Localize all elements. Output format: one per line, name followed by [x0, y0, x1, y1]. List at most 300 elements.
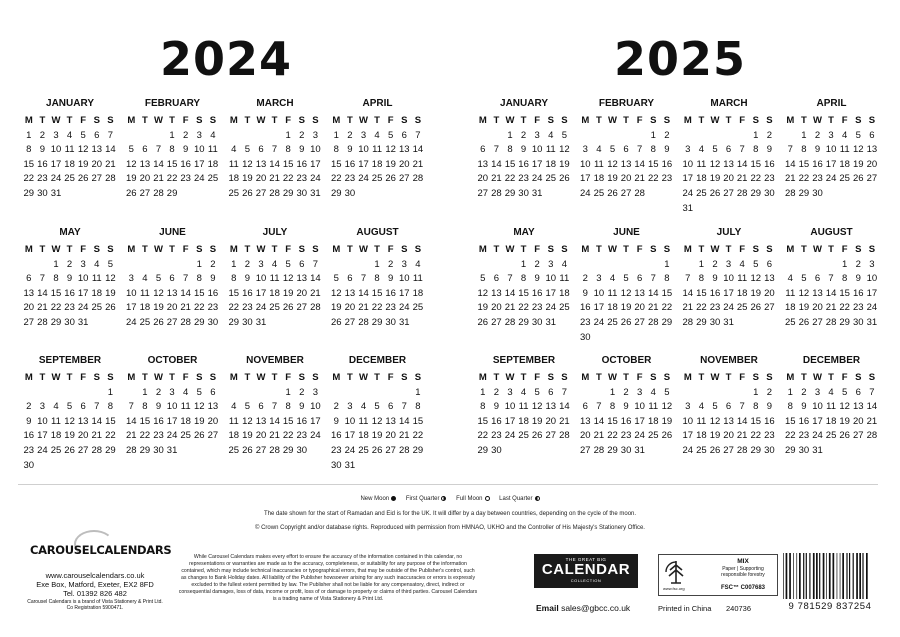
- day-cell: 6: [855, 386, 861, 398]
- empty-cell: [49, 386, 63, 401]
- day-cell: 20: [852, 415, 864, 427]
- weekday-header: M: [24, 115, 33, 126]
- barcode-bar: [849, 553, 850, 599]
- empty-cell: [152, 258, 166, 273]
- day-cell: 21: [91, 430, 103, 442]
- day-cell: 26: [64, 444, 75, 456]
- day-cell: 20: [344, 302, 356, 314]
- weekday-header: M: [683, 244, 692, 255]
- barcode-bar: [853, 553, 854, 599]
- day-cell: 30: [23, 459, 35, 471]
- day-cell: 20: [398, 158, 410, 170]
- day-cell: 21: [736, 430, 748, 442]
- day-cell: 23: [764, 430, 775, 442]
- day-cell: 4: [142, 273, 148, 285]
- day-cell: 2: [299, 129, 305, 141]
- day-cell: 30: [153, 444, 164, 456]
- publisher-address: Exe Box, Matford, Exeter, EX2 8FD: [36, 580, 154, 589]
- weekday-header: F: [534, 372, 541, 383]
- day-cell: 24: [50, 173, 62, 185]
- email-line: [536, 603, 630, 613]
- day-cell: 10: [504, 401, 516, 413]
- month-2025-june: [579, 227, 675, 345]
- weekday-header: F: [387, 372, 394, 383]
- day-cell: 13: [139, 158, 151, 170]
- day-cell: 19: [798, 302, 810, 314]
- day-cell: 24: [504, 430, 516, 442]
- day-cell: 6: [582, 401, 588, 413]
- day-cell: 24: [593, 316, 605, 328]
- day-cell: 10: [812, 401, 823, 413]
- barcode-bar: [786, 553, 788, 599]
- day-cell: 12: [852, 144, 864, 156]
- day-cell: 12: [798, 287, 810, 299]
- day-cell: 12: [709, 158, 721, 170]
- barcode-bar: [783, 553, 784, 599]
- day-cell: 12: [77, 144, 89, 156]
- day-cell: 19: [559, 158, 570, 170]
- day-cell: 21: [593, 430, 605, 442]
- day-cell: 14: [269, 158, 280, 170]
- weekday-header: S: [414, 115, 422, 126]
- day-cell: 6: [725, 144, 732, 156]
- day-cell: 10: [398, 273, 410, 285]
- weekday-header: W: [154, 372, 163, 383]
- day-cell: 9: [766, 144, 772, 156]
- weekday-header: F: [80, 115, 87, 126]
- day-cell: 29: [139, 444, 151, 456]
- day-cell: 11: [785, 287, 796, 299]
- day-cell: 17: [310, 158, 321, 170]
- day-grid: [227, 243, 323, 331]
- weekday-header: S: [752, 372, 759, 383]
- day-cell: 5: [855, 129, 861, 141]
- day-cell: 9: [244, 273, 251, 285]
- day-cell: 6: [388, 401, 394, 413]
- day-cell: 3: [814, 386, 821, 398]
- day-cell: 6: [169, 273, 175, 285]
- day-cell: 4: [183, 386, 189, 398]
- day-cell: 8: [142, 401, 148, 413]
- weekday-header: T: [374, 244, 380, 255]
- weekday-header: S: [209, 244, 217, 255]
- day-cell: 2: [801, 386, 807, 398]
- empty-cell: [343, 386, 357, 401]
- day-cell: 29: [839, 316, 850, 328]
- day-cell: 17: [634, 415, 645, 427]
- day-cell: 29: [785, 444, 796, 456]
- barcode-bar: [862, 553, 863, 599]
- weekday-header: S: [766, 115, 773, 126]
- empty-cell: [490, 258, 504, 273]
- day-cell: 9: [534, 273, 540, 285]
- day-cell: 1: [520, 258, 527, 270]
- weekday-header: T: [828, 372, 834, 383]
- day-cell: 11: [826, 401, 837, 413]
- day-cell: 23: [385, 302, 396, 314]
- day-cell: 8: [285, 401, 291, 413]
- weekday-header: S: [663, 372, 671, 383]
- day-cell: 14: [412, 144, 424, 156]
- day-cell: 13: [491, 287, 502, 299]
- day-cell: 18: [518, 415, 529, 427]
- day-cell: 17: [310, 415, 321, 427]
- day-cell: 12: [242, 415, 253, 427]
- weekday-header: S: [312, 244, 319, 255]
- day-cell: 8: [664, 273, 670, 285]
- day-cell: 14: [269, 415, 280, 427]
- day-cell: 29: [331, 187, 342, 199]
- day-cell: 8: [415, 401, 421, 413]
- weekday-header: W: [154, 115, 163, 126]
- day-cell: 10: [310, 144, 321, 156]
- day-cell: 19: [709, 173, 721, 185]
- day-grid: [681, 371, 777, 459]
- day-cell: 28: [736, 187, 748, 199]
- day-cell: 29: [696, 316, 707, 328]
- empty-cell: [22, 258, 36, 273]
- day-cell: 16: [344, 158, 356, 170]
- day-cell: 25: [647, 430, 659, 442]
- weekday-header: T: [493, 244, 500, 255]
- day-cell: 4: [842, 129, 848, 141]
- day-cell: 18: [228, 430, 240, 442]
- day-cell: 11: [139, 287, 150, 299]
- day-cell: 30: [764, 444, 775, 456]
- weekday-header: T: [623, 244, 629, 255]
- day-cell: 18: [785, 302, 796, 314]
- day-cell: 3: [128, 273, 134, 285]
- day-cell: 23: [531, 302, 543, 314]
- disclaimer-text: While Carousel Calendars makes every effort to ensure the accuracy of the information contained in this calendar, no representations or warranties are made as to the accuracy, completeness, or suitability for any purpose of the information contained, which may include technical inaccuracies or typographical errors, that may be outside of the Publisher's control, such as changes to Bank Holiday dates. All liability of the Publisher howsoever arising for any such inaccuracies or errors is expressly excluded to the fullest extent permitted by law. The Publisher shall not be liable for any compensatory, direct, indirect or consequential damages, loss of data, income or profit, loss of or damage to property or claims of third parties. Carousel Calendars is a trading name of Vista Stationery & Print Ltd.: [178, 554, 478, 602]
- day-cell: 11: [607, 287, 618, 299]
- day-cell: 29: [166, 187, 178, 199]
- empty-cell: [681, 129, 695, 144]
- day-cell: 15: [105, 415, 116, 427]
- weekday-header: F: [285, 244, 292, 255]
- day-cell: 29: [282, 187, 294, 199]
- day-cell: 29: [504, 187, 516, 199]
- month-2025-april: [784, 98, 880, 202]
- month-2024-august: [330, 227, 426, 331]
- day-cell: 20: [545, 415, 557, 427]
- day-cell: 17: [545, 287, 557, 299]
- day-cell: 2: [814, 129, 821, 141]
- day-cell: 25: [371, 173, 383, 185]
- day-cell: 21: [105, 158, 116, 170]
- day-cell: 29: [228, 316, 240, 328]
- day-cell: 7: [596, 401, 602, 413]
- day-cell: 15: [166, 158, 178, 170]
- legend-first-quarter: [406, 496, 447, 502]
- empty-cell: [681, 386, 695, 401]
- weekday-header: T: [595, 372, 602, 383]
- day-cell: 15: [750, 415, 762, 427]
- weekday-header: F: [285, 372, 292, 383]
- weekday-header: T: [169, 244, 175, 255]
- day-cell: 7: [869, 386, 875, 398]
- day-cell: 30: [518, 187, 529, 199]
- day-cell: 28: [105, 173, 116, 185]
- weekday-header: M: [478, 372, 487, 383]
- weekday-header: S: [93, 372, 100, 383]
- day-cell: 7: [107, 129, 113, 141]
- empty-cell: [695, 386, 709, 401]
- day-cell: 15: [282, 158, 294, 170]
- day-cell: 20: [477, 173, 489, 185]
- day-cell: 9: [26, 415, 32, 427]
- day-grid: [227, 114, 323, 202]
- day-cell: 23: [153, 430, 164, 442]
- day-cell: 19: [839, 415, 850, 427]
- month-2025-december: [784, 355, 880, 459]
- day-cell: 1: [231, 258, 237, 270]
- day-cell: 15: [607, 415, 618, 427]
- empty-cell: [241, 386, 255, 401]
- day-grid: [330, 114, 426, 202]
- day-cell: 6: [725, 401, 732, 413]
- day-cell: 9: [299, 401, 305, 413]
- month-2024-march: [227, 98, 323, 202]
- day-cell: 23: [37, 173, 48, 185]
- legend-new-moon-label: New Moon: [360, 496, 390, 503]
- day-cell: 25: [269, 302, 280, 314]
- day-cell: 16: [296, 415, 308, 427]
- day-cell: 3: [828, 129, 834, 141]
- day-cell: 20: [723, 430, 734, 442]
- weekday-header: T: [725, 115, 732, 126]
- day-cell: 19: [331, 302, 342, 314]
- day-cell: 2: [66, 258, 73, 270]
- weekday-header: T: [725, 372, 732, 383]
- day-cell: 30: [580, 331, 591, 343]
- day-grid: [579, 371, 675, 459]
- weekday-header: T: [374, 372, 380, 383]
- day-cell: 1: [801, 129, 807, 141]
- day-cell: 19: [607, 173, 618, 185]
- empty-cell: [708, 129, 722, 144]
- day-cell: 19: [193, 415, 205, 427]
- day-cell: 2: [520, 129, 527, 141]
- day-cell: 19: [750, 287, 762, 299]
- day-cell: 12: [153, 287, 164, 299]
- day-cell: 26: [798, 316, 810, 328]
- day-cell: 26: [531, 430, 543, 442]
- day-cell: 8: [698, 273, 705, 285]
- day-cell: 2: [26, 401, 32, 413]
- day-cell: 20: [255, 430, 267, 442]
- weekday-header: S: [196, 372, 203, 383]
- day-cell: 30: [531, 316, 543, 328]
- month-name: FEBRUARY: [144, 98, 201, 109]
- day-cell: 18: [269, 287, 280, 299]
- day-cell: 16: [385, 287, 396, 299]
- day-cell: 4: [698, 144, 705, 156]
- day-cell: 19: [661, 415, 673, 427]
- fsc-code: FSC™ C007683: [720, 585, 766, 591]
- day-cell: 29: [23, 187, 35, 199]
- day-cell: 25: [180, 430, 191, 442]
- day-cell: 31: [634, 444, 645, 456]
- day-cell: 10: [580, 158, 591, 170]
- day-cell: 3: [869, 258, 875, 270]
- weekday-header: T: [623, 372, 629, 383]
- day-cell: 10: [593, 287, 605, 299]
- weekday-header: F: [80, 372, 87, 383]
- day-cell: 8: [169, 144, 175, 156]
- day-cell: 28: [682, 316, 694, 328]
- day-cell: 26: [852, 173, 864, 185]
- day-cell: 25: [593, 187, 605, 199]
- empty-cell: [397, 386, 411, 401]
- barcode-bar: [837, 553, 838, 599]
- empty-cell: [503, 258, 517, 273]
- day-grid: [476, 114, 572, 202]
- day-cell: 24: [166, 430, 178, 442]
- day-cell: 26: [839, 430, 850, 442]
- day-cell: 11: [372, 144, 383, 156]
- day-cell: 27: [344, 316, 356, 328]
- day-cell: 11: [51, 415, 61, 427]
- day-cell: 30: [296, 187, 308, 199]
- day-cell: 24: [682, 444, 694, 456]
- day-cell: 5: [609, 144, 616, 156]
- day-cell: 2: [388, 258, 394, 270]
- day-cell: 11: [228, 415, 239, 427]
- day-cell: 9: [183, 144, 189, 156]
- day-cell: 14: [91, 415, 103, 427]
- day-cell: 13: [764, 273, 775, 285]
- month-2024-may: [22, 227, 118, 331]
- month-name: JULY: [262, 227, 288, 238]
- day-cell: 4: [520, 386, 527, 398]
- day-cell: 10: [310, 401, 321, 413]
- empty-cell: [476, 129, 490, 144]
- day-cell: 13: [545, 401, 557, 413]
- cal-logo-top: THE GREAT BIG: [565, 557, 607, 562]
- day-cell: 10: [866, 273, 878, 285]
- weekday-header: F: [80, 244, 87, 255]
- day-grid: [22, 371, 118, 473]
- day-cell: 21: [412, 158, 424, 170]
- day-cell: 27: [91, 173, 103, 185]
- day-cell: 26: [105, 302, 116, 314]
- day-cell: 5: [244, 401, 251, 413]
- day-cell: 18: [180, 415, 191, 427]
- day-cell: 27: [166, 316, 178, 328]
- day-cell: 3: [312, 129, 318, 141]
- day-cell: 5: [664, 386, 670, 398]
- day-cell: 21: [398, 430, 410, 442]
- day-cell: 19: [620, 302, 632, 314]
- day-cell: 21: [491, 173, 502, 185]
- day-cell: 5: [623, 273, 629, 285]
- weekday-header: T: [39, 244, 46, 255]
- day-cell: 22: [228, 302, 240, 314]
- day-cell: 1: [169, 129, 175, 141]
- day-cell: 8: [753, 401, 759, 413]
- day-cell: 9: [801, 401, 807, 413]
- weekday-header: T: [141, 372, 148, 383]
- legend-full-moon: [456, 496, 489, 502]
- day-cell: 5: [285, 258, 291, 270]
- day-cell: 27: [398, 173, 410, 185]
- weekday-header: S: [547, 372, 554, 383]
- day-cell: 6: [548, 386, 554, 398]
- day-cell: 6: [401, 129, 407, 141]
- day-cell: 28: [866, 430, 878, 442]
- day-cell: 30: [491, 444, 502, 456]
- weekday-header: T: [595, 244, 602, 255]
- weekday-header: W: [51, 244, 61, 255]
- weekday-header: T: [66, 115, 73, 126]
- day-cell: 6: [80, 401, 86, 413]
- weekday-header: T: [271, 115, 278, 126]
- cal-logo-main: CALENDAR: [541, 561, 631, 578]
- day-cell: 5: [561, 129, 567, 141]
- day-cell: 9: [347, 144, 353, 156]
- day-cell: 19: [477, 302, 489, 314]
- barcode-bar: [833, 553, 835, 599]
- day-cell: 26: [750, 302, 762, 314]
- day-cell: 18: [559, 287, 570, 299]
- day-cell: 27: [139, 187, 151, 199]
- day-cell: 24: [255, 302, 267, 314]
- month-name: SEPTEMBER: [492, 355, 556, 366]
- empty-cell: [241, 129, 255, 144]
- empty-cell: [784, 258, 798, 273]
- day-cell: 7: [39, 273, 46, 285]
- day-cell: 1: [26, 129, 32, 141]
- month-name: APRIL: [362, 98, 393, 109]
- day-cell: 22: [750, 430, 762, 442]
- day-cell: 31: [866, 316, 878, 328]
- copyright-note: © Crown Copyright and/or database rights. Reproduced with permission from HMNAO, UKHO and the Controller of His Majesty's Stationery Office.: [255, 525, 645, 531]
- weekday-header: S: [107, 372, 114, 383]
- day-cell: 28: [559, 430, 570, 442]
- day-cell: 26: [242, 444, 253, 456]
- day-cell: 11: [207, 144, 218, 156]
- day-cell: 20: [385, 430, 396, 442]
- day-cell: 4: [271, 258, 278, 270]
- day-cell: 24: [812, 430, 823, 442]
- day-cell: 7: [787, 144, 793, 156]
- day-cell: 28: [126, 444, 137, 456]
- day-cell: 29: [105, 444, 116, 456]
- day-cell: 31: [77, 316, 89, 328]
- day-cell: 12: [242, 158, 253, 170]
- weekday-header: F: [841, 115, 848, 126]
- day-cell: 12: [385, 144, 396, 156]
- weekday-header: T: [800, 244, 807, 255]
- day-cell: 6: [480, 144, 486, 156]
- day-cell: 22: [518, 302, 529, 314]
- day-cell: 22: [282, 173, 294, 185]
- day-cell: 23: [491, 430, 502, 442]
- day-cell: 22: [166, 173, 178, 185]
- publisher-registration: Co Registration 5900471.: [66, 605, 124, 611]
- empty-cell: [125, 129, 139, 144]
- weekday-header: T: [346, 115, 353, 126]
- day-cell: 25: [825, 430, 837, 442]
- day-cell: 28: [736, 444, 748, 456]
- month-name: FEBRUARY: [598, 98, 655, 109]
- day-cell: 16: [296, 158, 308, 170]
- weekday-header: S: [196, 115, 203, 126]
- day-cell: 16: [852, 287, 864, 299]
- day-cell: 26: [242, 187, 253, 199]
- day-cell: 11: [839, 144, 850, 156]
